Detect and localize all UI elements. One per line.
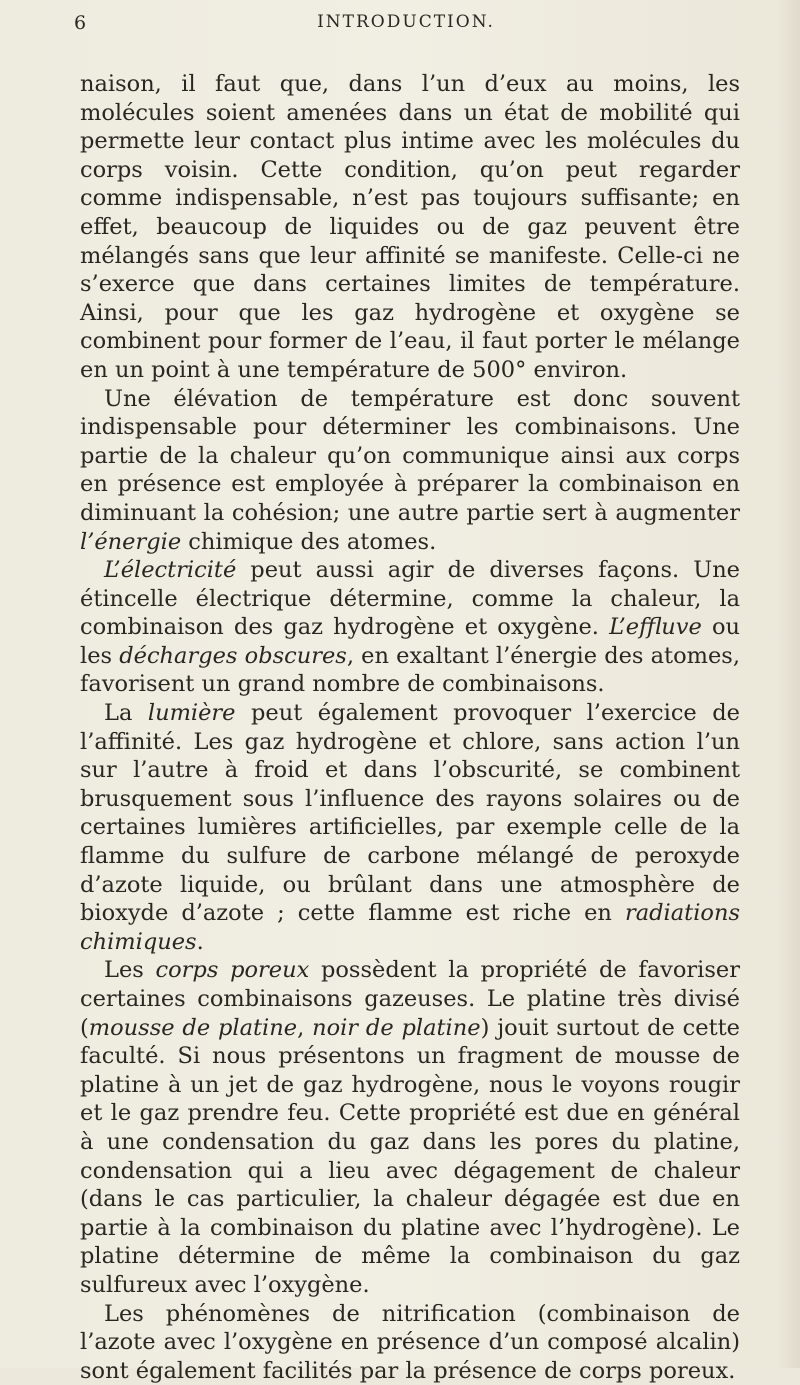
paragraph bbox=[80, 1300, 740, 1385]
italic-term: corps poreux bbox=[155, 957, 310, 984]
text-run: , en exaltant l’énergie des atomes, favorisent un grand nombre de combinaisons. bbox=[80, 642, 740, 698]
text-run: . bbox=[196, 928, 204, 955]
text-run: naison, il faut que, dans l’un d’eux au moins, les molécules soient amenées dans un état de mobilité qui permette leur contact plus intime avec les molécules du corps voisin. Cette condition, qu’on peut regarder comme indispensable, n’est pas toujours suffisante; en effet, beaucoup de liquides ou de gaz peuvent être mélangés sans que leur affinité se manifeste. Celle-ci ne s’exerce que dans certaines limites de température. Ainsi, pour que les gaz hydrogène et oxygène se combinent pour former de l’eau, il faut porter le mélange en un point à une température de 500° environ. bbox=[80, 71, 740, 383]
italic-term: l’énergie bbox=[80, 528, 182, 555]
text-run: Les bbox=[104, 957, 156, 984]
text-run: Les phénomènes de nitrification (combinaison de l’azote avec l’oxygène en présence d’un composé alcalin) sont également facilités par la présence de corps poreux. bbox=[80, 1300, 740, 1384]
text-run: peut également provoquer l’exercice de l’affinité. Les gaz hydrogène et chlore, sans action l’un sur l’autre à froid et dans l’obscurité, se combinent brusquement sous l’influence des rayons solaires ou de certaines lumières artificielles, par exemple celle de la flamme du sulfure de carbone mélangé de peroxyde d’azote liquide, ou brûlant dans une atmosphère de bioxyde d’azote ; cette flamme est riche en bbox=[80, 700, 740, 927]
paragraph bbox=[80, 956, 740, 1299]
italic-term: mousse de platine bbox=[88, 1014, 298, 1041]
italic-term: L’électricité bbox=[104, 557, 237, 584]
running-header bbox=[74, 12, 738, 36]
running-title: INTRODUCTION. bbox=[317, 12, 495, 32]
body-text bbox=[80, 70, 740, 1385]
page-edge-shadow bbox=[778, 0, 800, 1368]
paragraph bbox=[80, 699, 740, 956]
text-run: La bbox=[104, 700, 148, 727]
text-run: chimique des atomes. bbox=[181, 528, 437, 555]
text-run: ) jouit surtout de cette faculté. Si nous présentons un fragment de mousse de platine à un jet de gaz hydrogène, nous le voyons rougir et le gaz prendre feu. Cette propriété est due en général à une condensation du gaz dans les pores du platine, condensation qui a lieu avec dégagement de chaleur (dans le cas particulier, la chaleur dégagée est due en partie à la combinaison du platine avec l’hydrogène). Le platine détermine de même la combinaison du gaz sulfureux avec l’oxygène. bbox=[80, 1014, 740, 1298]
italic-term: L’effluve bbox=[609, 614, 702, 641]
page-number: 6 bbox=[74, 12, 88, 34]
text-run: , bbox=[297, 1014, 313, 1041]
text-run: possèdent la propriété de favoriser certaines combinaisons gazeuses. Le platine très divisé ( bbox=[80, 957, 740, 1041]
italic-term: décharges obscures bbox=[119, 642, 347, 669]
paragraph bbox=[80, 556, 740, 699]
text-run: Une élévation de température est donc souvent indispensable pour déterminer les combinaisons. Une partie de la chaleur qu’on communique ainsi aux corps en présence est employée à préparer la combinaison en diminuant la cohésion; une autre partie sert à augmenter bbox=[80, 385, 740, 526]
paragraph bbox=[80, 385, 740, 557]
paragraph bbox=[80, 70, 740, 385]
text-run: ou les bbox=[80, 614, 740, 669]
italic-term: lumière bbox=[147, 700, 236, 727]
italic-term: radiations chimiques bbox=[80, 900, 740, 955]
text-run: peut aussi agir de diverses façons. Une étincelle électrique détermine, comme la chaleur, la combinaison des gaz hydrogène et oxygène. bbox=[80, 557, 740, 641]
italic-term: noir de platine bbox=[312, 1014, 481, 1041]
